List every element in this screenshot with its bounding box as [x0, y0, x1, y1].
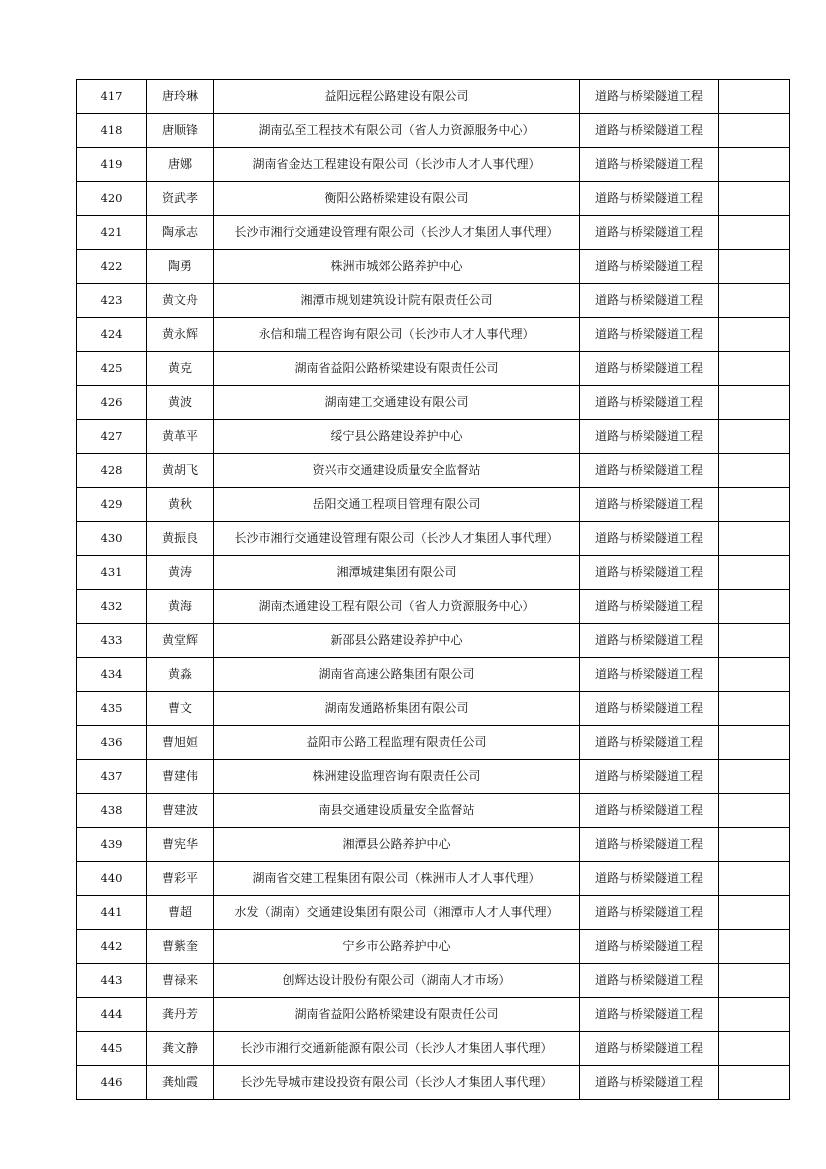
employer-name: 湖南弘至工程技术有限公司（省人力资源服务中心）: [214, 114, 580, 148]
row-number: 443: [77, 964, 147, 998]
remark: [719, 760, 790, 794]
remark: [719, 930, 790, 964]
row-number: 425: [77, 352, 147, 386]
table-row: [77, 624, 790, 658]
table-row: [77, 930, 790, 964]
employer-name: 衡阳公路桥梁建设有限公司: [214, 182, 580, 216]
person-name: 曹彩平: [147, 862, 214, 896]
specialty: 道路与桥梁隧道工程: [580, 896, 719, 930]
employer-name: 益阳市公路工程监理有限责任公司: [214, 726, 580, 760]
table-row: [77, 896, 790, 930]
row-number: 426: [77, 386, 147, 420]
row-number: 424: [77, 318, 147, 352]
row-number: 433: [77, 624, 147, 658]
employer-name: 湖南省金达工程建设有限公司（长沙市人才人事代理）: [214, 148, 580, 182]
table-row: [77, 488, 790, 522]
person-name: 黄淼: [147, 658, 214, 692]
person-name: 黄革平: [147, 420, 214, 454]
specialty: 道路与桥梁隧道工程: [580, 658, 719, 692]
employer-name: 湖南省高速公路集团有限公司: [214, 658, 580, 692]
table-row: [77, 420, 790, 454]
remark: [719, 624, 790, 658]
person-name: 唐娜: [147, 148, 214, 182]
row-number: 417: [77, 80, 147, 114]
row-number: 432: [77, 590, 147, 624]
roster-body: [77, 80, 790, 1100]
specialty: 道路与桥梁隧道工程: [580, 352, 719, 386]
table-row: [77, 760, 790, 794]
person-name: 龚灿霞: [147, 1066, 214, 1100]
remark: [719, 658, 790, 692]
table-row: [77, 556, 790, 590]
employer-name: 宁乡市公路养护中心: [214, 930, 580, 964]
person-name: 黄堂辉: [147, 624, 214, 658]
specialty: 道路与桥梁隧道工程: [580, 386, 719, 420]
remark: [719, 420, 790, 454]
roster-table: [76, 79, 790, 1100]
person-name: 曹文: [147, 692, 214, 726]
person-name: 曹紫奎: [147, 930, 214, 964]
employer-name: 湘潭县公路养护中心: [214, 828, 580, 862]
row-number: 437: [77, 760, 147, 794]
specialty: 道路与桥梁隧道工程: [580, 590, 719, 624]
table-row: [77, 352, 790, 386]
employer-name: 岳阳交通工程项目管理有限公司: [214, 488, 580, 522]
remark: [719, 556, 790, 590]
table-row: [77, 998, 790, 1032]
employer-name: 长沙市湘行交通新能源有限公司（长沙人才集团人事代理）: [214, 1032, 580, 1066]
person-name: 黄振良: [147, 522, 214, 556]
remark: [719, 284, 790, 318]
remark: [719, 182, 790, 216]
row-number: 445: [77, 1032, 147, 1066]
remark: [719, 318, 790, 352]
row-number: 431: [77, 556, 147, 590]
specialty: 道路与桥梁隧道工程: [580, 794, 719, 828]
specialty: 道路与桥梁隧道工程: [580, 760, 719, 794]
employer-name: 长沙市湘行交通建设管理有限公司（长沙人才集团人事代理）: [214, 216, 580, 250]
specialty: 道路与桥梁隧道工程: [580, 318, 719, 352]
employer-name: 湖南省益阳公路桥梁建设有限责任公司: [214, 352, 580, 386]
specialty: 道路与桥梁隧道工程: [580, 862, 719, 896]
table-row: [77, 284, 790, 318]
remark: [719, 726, 790, 760]
row-number: 439: [77, 828, 147, 862]
table-row: [77, 216, 790, 250]
specialty: 道路与桥梁隧道工程: [580, 80, 719, 114]
specialty: 道路与桥梁隧道工程: [580, 692, 719, 726]
employer-name: 湘潭城建集团有限公司: [214, 556, 580, 590]
specialty: 道路与桥梁隧道工程: [580, 454, 719, 488]
employer-name: 创辉达设计股份有限公司（湖南人才市场）: [214, 964, 580, 998]
person-name: 黄涛: [147, 556, 214, 590]
remark: [719, 488, 790, 522]
person-name: 曹超: [147, 896, 214, 930]
row-number: 422: [77, 250, 147, 284]
person-name: 资武孝: [147, 182, 214, 216]
remark: [719, 828, 790, 862]
remark: [719, 114, 790, 148]
table-row: [77, 794, 790, 828]
remark: [719, 794, 790, 828]
row-number: 420: [77, 182, 147, 216]
table-row: [77, 182, 790, 216]
person-name: 曹禄来: [147, 964, 214, 998]
specialty: 道路与桥梁隧道工程: [580, 828, 719, 862]
employer-name: 湖南省交建工程集团有限公司（株洲市人才人事代理）: [214, 862, 580, 896]
specialty: 道路与桥梁隧道工程: [580, 114, 719, 148]
table-row: [77, 454, 790, 488]
specialty: 道路与桥梁隧道工程: [580, 1032, 719, 1066]
table-row: [77, 726, 790, 760]
employer-name: 益阳远程公路建设有限公司: [214, 80, 580, 114]
row-number: 444: [77, 998, 147, 1032]
remark: [719, 692, 790, 726]
specialty: 道路与桥梁隧道工程: [580, 420, 719, 454]
specialty: 道路与桥梁隧道工程: [580, 964, 719, 998]
row-number: 428: [77, 454, 147, 488]
employer-name: 湖南发通路桥集团有限公司: [214, 692, 580, 726]
remark: [719, 522, 790, 556]
employer-name: 株洲市城郊公路养护中心: [214, 250, 580, 284]
table-row: [77, 522, 790, 556]
row-number: 429: [77, 488, 147, 522]
employer-name: 长沙先导城市建设投资有限公司（长沙人才集团人事代理）: [214, 1066, 580, 1100]
person-name: 黄海: [147, 590, 214, 624]
person-name: 曹旭姮: [147, 726, 214, 760]
remark: [719, 1066, 790, 1100]
employer-name: 湖南建工交通建设有限公司: [214, 386, 580, 420]
employer-name: 新邵县公路建设养护中心: [214, 624, 580, 658]
person-name: 陶承志: [147, 216, 214, 250]
row-number: 440: [77, 862, 147, 896]
row-number: 421: [77, 216, 147, 250]
employer-name: 绥宁县公路建设养护中心: [214, 420, 580, 454]
table-row: [77, 658, 790, 692]
person-name: 唐玲琳: [147, 80, 214, 114]
employer-name: 湘潭市规划建筑设计院有限责任公司: [214, 284, 580, 318]
specialty: 道路与桥梁隧道工程: [580, 488, 719, 522]
person-name: 唐顺锋: [147, 114, 214, 148]
specialty: 道路与桥梁隧道工程: [580, 930, 719, 964]
person-name: 龚文静: [147, 1032, 214, 1066]
person-name: 曹建波: [147, 794, 214, 828]
table-row: [77, 80, 790, 114]
person-name: 黄胡飞: [147, 454, 214, 488]
person-name: 陶勇: [147, 250, 214, 284]
table-row: [77, 114, 790, 148]
row-number: 436: [77, 726, 147, 760]
row-number: 419: [77, 148, 147, 182]
employer-name: 长沙市湘行交通建设管理有限公司（长沙人才集团人事代理）: [214, 522, 580, 556]
row-number: 434: [77, 658, 147, 692]
remark: [719, 250, 790, 284]
row-number: 418: [77, 114, 147, 148]
row-number: 442: [77, 930, 147, 964]
remark: [719, 1032, 790, 1066]
person-name: 黄秋: [147, 488, 214, 522]
specialty: 道路与桥梁隧道工程: [580, 216, 719, 250]
remark: [719, 80, 790, 114]
employer-name: 永信和瑞工程咨询有限公司（长沙市人才人事代理）: [214, 318, 580, 352]
person-name: 黄文舟: [147, 284, 214, 318]
remark: [719, 352, 790, 386]
employer-name: 资兴市交通建设质量安全监督站: [214, 454, 580, 488]
person-name: 龚丹芳: [147, 998, 214, 1032]
employer-name: 湖南省益阳公路桥梁建设有限责任公司: [214, 998, 580, 1032]
person-name: 黄波: [147, 386, 214, 420]
remark: [719, 216, 790, 250]
specialty: 道路与桥梁隧道工程: [580, 148, 719, 182]
table-row: [77, 590, 790, 624]
employer-name: 水发（湖南）交通建设集团有限公司（湘潭市人才人事代理）: [214, 896, 580, 930]
table-row: [77, 828, 790, 862]
person-name: 曹宪华: [147, 828, 214, 862]
row-number: 435: [77, 692, 147, 726]
remark: [719, 896, 790, 930]
table-row: [77, 1066, 790, 1100]
row-number: 430: [77, 522, 147, 556]
specialty: 道路与桥梁隧道工程: [580, 182, 719, 216]
table-row: [77, 250, 790, 284]
specialty: 道路与桥梁隧道工程: [580, 556, 719, 590]
specialty: 道路与桥梁隧道工程: [580, 998, 719, 1032]
row-number: 438: [77, 794, 147, 828]
row-number: 427: [77, 420, 147, 454]
employer-name: 湖南杰通建设工程有限公司（省人力资源服务中心）: [214, 590, 580, 624]
row-number: 446: [77, 1066, 147, 1100]
person-name: 黄克: [147, 352, 214, 386]
table-row: [77, 1032, 790, 1066]
table-row: [77, 318, 790, 352]
remark: [719, 998, 790, 1032]
employer-name: 株洲建设监理咨询有限责任公司: [214, 760, 580, 794]
table-row: [77, 862, 790, 896]
remark: [719, 148, 790, 182]
table-row: [77, 964, 790, 998]
specialty: 道路与桥梁隧道工程: [580, 250, 719, 284]
specialty: 道路与桥梁隧道工程: [580, 1066, 719, 1100]
employer-name: 南县交通建设质量安全监督站: [214, 794, 580, 828]
row-number: 441: [77, 896, 147, 930]
table-row: [77, 148, 790, 182]
table-row: [77, 692, 790, 726]
remark: [719, 862, 790, 896]
specialty: 道路与桥梁隧道工程: [580, 522, 719, 556]
person-name: 曹建伟: [147, 760, 214, 794]
specialty: 道路与桥梁隧道工程: [580, 284, 719, 318]
row-number: 423: [77, 284, 147, 318]
specialty: 道路与桥梁隧道工程: [580, 624, 719, 658]
remark: [719, 454, 790, 488]
specialty: 道路与桥梁隧道工程: [580, 726, 719, 760]
remark: [719, 386, 790, 420]
person-name: 黄永辉: [147, 318, 214, 352]
table-row: [77, 386, 790, 420]
remark: [719, 590, 790, 624]
remark: [719, 964, 790, 998]
